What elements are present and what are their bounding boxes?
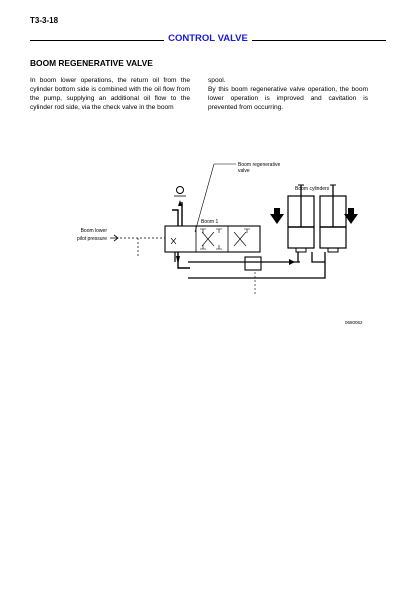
left-pipe-up bbox=[172, 210, 178, 226]
lower-arrow-left bbox=[270, 208, 284, 224]
figure-code: 0680062 bbox=[345, 320, 363, 325]
main-line-lower bbox=[188, 252, 325, 278]
section-title-text: CONTROL VALVE bbox=[164, 33, 252, 44]
cylinder-2-port bbox=[328, 248, 338, 252]
check-valve-ball bbox=[177, 187, 184, 194]
article-heading: BOOM REGENERATIVE VALVE bbox=[30, 58, 153, 68]
pilot-arrow bbox=[110, 235, 118, 241]
spool-tees-top bbox=[200, 229, 250, 233]
spool-tees-bottom bbox=[200, 245, 222, 249]
label-regen-valve-2: valve bbox=[238, 168, 250, 174]
spool-body bbox=[165, 226, 260, 252]
left-paragraph: In boom lower operations, the return oil from the cylinder bottom side is combined with the oil flow from the pump, supplying an additional oil flow to the cylinder rod side, via the check valve in the boom bbox=[30, 77, 190, 111]
pilot-port-symbol bbox=[171, 238, 176, 244]
pump-flow-arrow bbox=[176, 256, 180, 264]
regen-valve-box bbox=[245, 257, 261, 270]
rod-flow-arrow bbox=[289, 259, 295, 265]
label-pilot-1: Boom lower bbox=[80, 228, 107, 234]
right-paragraph-2: By this boom regenerative valve operation, the boom lower operation is improved and cavitation is prevented from occurring. bbox=[208, 86, 368, 111]
label-pilot-2: pilot pressure bbox=[76, 236, 107, 242]
cylinder-1-port bbox=[296, 248, 306, 252]
pump-line bbox=[178, 252, 190, 268]
right-paragraph-1: spool. bbox=[208, 77, 226, 84]
label-boom-cylinders: Boom cylinders bbox=[295, 186, 330, 192]
bottom-side-line bbox=[312, 252, 325, 262]
label-regen-valve-1: Boom regenerative bbox=[238, 162, 281, 168]
page-number: T3-3-18 bbox=[30, 16, 59, 25]
label-boom-1: Boom 1 bbox=[201, 219, 219, 225]
